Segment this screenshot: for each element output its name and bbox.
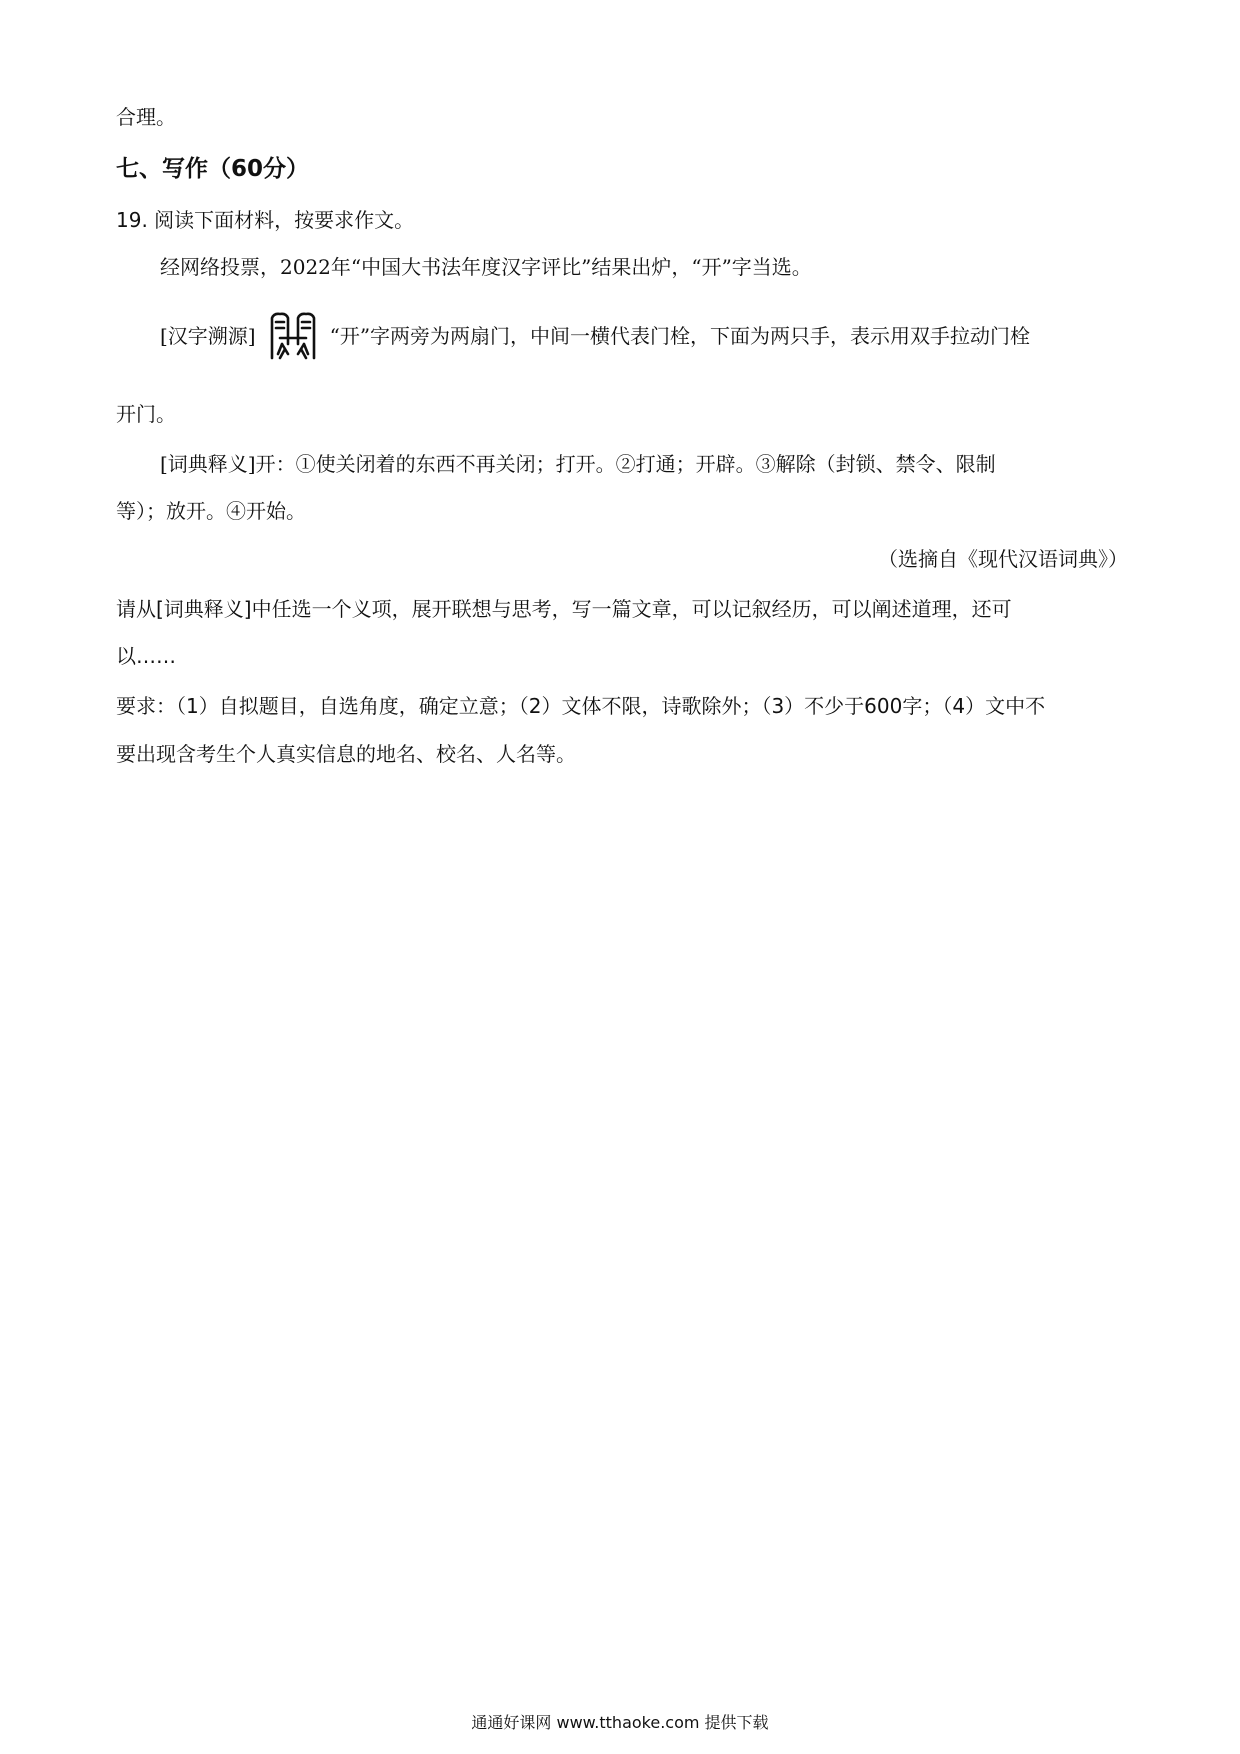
previous-answer-tail: 合理。 <box>116 105 176 129</box>
requirements-line1: 要求：（1）自拟题目，自选角度，确定立意；（2）文体不限，诗歌除外；（3）不少于600字；（4）文中不 <box>116 694 1046 718</box>
writing-prompt-line1: 请从[词典释义]中任选一个义项，展开联想与思考，写一篇文章，可以记叙经历，可以阐述道理，还可 <box>116 597 1012 621</box>
source-citation: （选摘自《现代汉语词典》） <box>878 547 1128 571</box>
character-origin-row <box>160 308 1030 364</box>
requirements-line2: 要出现含考生个人真实信息的地名、校名、人名等。 <box>116 742 576 766</box>
section-heading: 七、写作（60分） <box>116 156 310 182</box>
footer-watermark: 通通好课网 www.tthaoke.com 提供下载 <box>471 1713 769 1732</box>
ancient-kai-character-icon <box>268 308 318 364</box>
origin-label: [汉字溯源] <box>160 324 256 348</box>
origin-text-continued: 开门。 <box>116 402 176 426</box>
question-19: 19. 阅读下面材料，按要求作文。 <box>116 208 415 232</box>
origin-text: “开”字两旁为两扇门，中间一横代表门栓，下面为两只手，表示用双手拉动门栓 <box>329 324 1031 348</box>
material-intro: 经网络投票，2022年“中国大书法年度汉字评比”结果出炉，“开”字当选。 <box>160 255 812 279</box>
writing-prompt-line2: 以…… <box>116 644 176 668</box>
dictionary-definition-line2: 等）；放开。④开始。 <box>116 499 306 523</box>
dictionary-definition-line1: [词典释义]开：①使关闭着的东西不再关闭；打开。②打通；开辟。③解除（封锁、禁令、限制 <box>160 452 996 476</box>
